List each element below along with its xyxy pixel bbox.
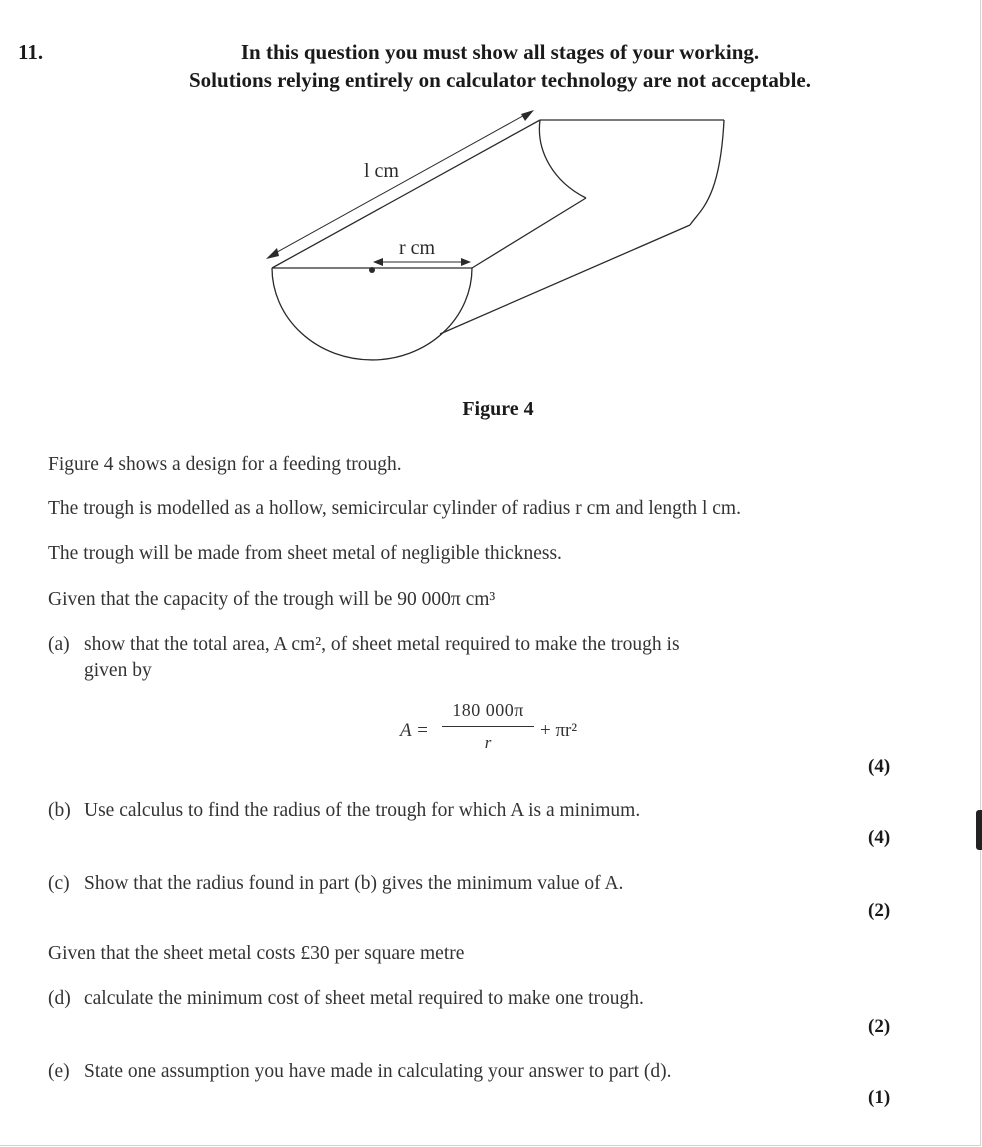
paragraph-capacity: Given that the capacity of the trough will be 90 000π cm³ bbox=[48, 589, 496, 610]
bottom-edge bbox=[440, 225, 690, 334]
length-arrow-end bbox=[521, 110, 534, 121]
figure-caption: Figure 4 bbox=[462, 398, 534, 420]
length-dimension-line bbox=[270, 112, 530, 256]
inner-edge bbox=[472, 198, 586, 268]
part-c-label: (c) bbox=[48, 873, 70, 894]
radius-label: r cm bbox=[399, 237, 436, 259]
area-formula bbox=[400, 700, 620, 760]
part-e bbox=[48, 1061, 672, 1083]
part-b-text: Use calculus to find the radius of the trough for which A is a minimum. bbox=[84, 800, 641, 821]
marks-part-a: (4) bbox=[868, 756, 891, 777]
near-semicircle bbox=[272, 268, 472, 360]
scan-edge-mark bbox=[976, 810, 982, 850]
question-number: 11. bbox=[18, 40, 44, 64]
paragraph-intro: Figure 4 shows a design for a feeding trough. bbox=[48, 454, 402, 475]
instruction-line-2: Solutions relying entirely on calculator technology are not acceptable. bbox=[189, 68, 811, 92]
part-e-text: State one assumption you have made in calculating your answer to part (d). bbox=[84, 1061, 672, 1082]
paragraph-cost: Given that the sheet metal costs £30 per square metre bbox=[48, 943, 465, 964]
formula-fraction bbox=[442, 700, 534, 753]
part-b-label: (b) bbox=[48, 800, 71, 821]
part-c bbox=[48, 873, 623, 895]
trough-figure bbox=[0, 0, 982, 440]
part-c-text: Show that the radius found in part (b) gives the minimum value of A. bbox=[84, 873, 624, 894]
radius-arrow-end bbox=[461, 258, 471, 266]
part-a-label: (a) bbox=[48, 634, 70, 655]
formula-denominator: r bbox=[484, 733, 492, 752]
formula-lhs: A = bbox=[400, 720, 429, 741]
formula-numerator: 180 000π bbox=[452, 700, 524, 720]
marks-part-e: (1) bbox=[868, 1087, 891, 1108]
part-a-text-line2: given by bbox=[84, 660, 152, 681]
paragraph-model: The trough is modelled as a hollow, semicircular cylinder of radius r cm and length l cm. bbox=[48, 498, 741, 519]
part-d bbox=[48, 988, 644, 1010]
part-a-text-line1: show that the total area, A cm², of sheet metal required to make the trough is bbox=[84, 634, 680, 655]
length-arrow-start bbox=[266, 248, 279, 259]
part-e-label: (e) bbox=[48, 1061, 70, 1082]
part-d-label: (d) bbox=[48, 988, 71, 1009]
part-b bbox=[48, 800, 640, 822]
radius-arrow-start bbox=[373, 258, 383, 266]
centre-point bbox=[369, 267, 375, 273]
part-d-text: calculate the minimum cost of sheet metal required to make one trough. bbox=[84, 988, 644, 1009]
marks-part-b: (4) bbox=[868, 827, 891, 848]
far-semicircle bbox=[539, 120, 586, 198]
marks-part-d: (2) bbox=[868, 1016, 891, 1037]
instruction-line-1: In this question you must show all stages of your working. bbox=[240, 40, 760, 64]
formula-fraction-bar bbox=[442, 726, 534, 727]
part-a bbox=[48, 634, 680, 681]
far-end-curve bbox=[690, 120, 724, 225]
paragraph-material: The trough will be made from sheet metal of negligible thickness. bbox=[48, 543, 562, 564]
length-label: l cm bbox=[364, 160, 399, 182]
marks-part-c: (2) bbox=[868, 900, 891, 921]
formula-rhs: + πr² bbox=[540, 720, 578, 741]
